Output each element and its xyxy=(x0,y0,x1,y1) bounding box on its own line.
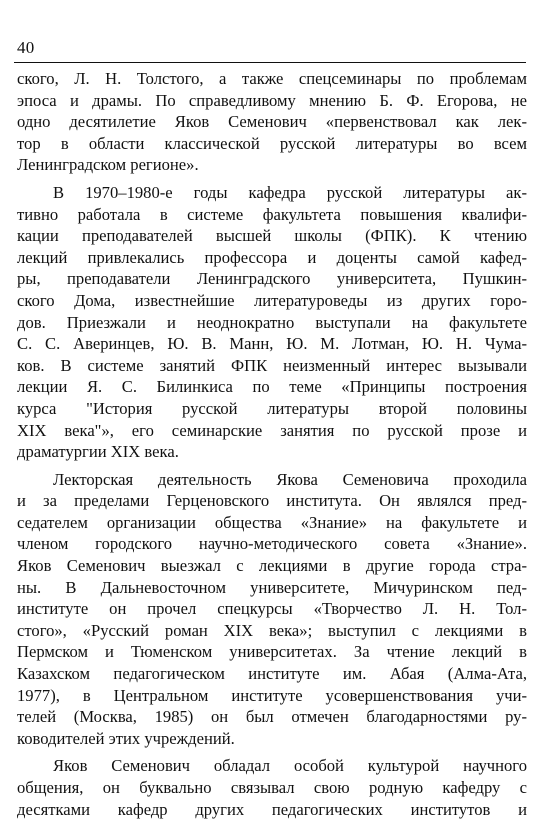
text-line: членом городского научно-методического совета «Знание». xyxy=(17,534,527,554)
paragraph xyxy=(17,182,527,463)
text-line: общения, он буквально связывал свою родную кафедру с xyxy=(17,778,527,797)
text-line: институте он прочел спецкурсы «Творчество Л. Н. Тол- xyxy=(17,599,527,619)
page-number: 40 xyxy=(17,38,35,57)
text-line: В 1970–1980-е годы кафедра русской литературы ак- xyxy=(53,182,527,202)
text-line: Яков Семенович обладал особой культурой научного xyxy=(53,756,527,776)
paragraph xyxy=(17,68,527,176)
text-line: лекций привлекались профессора и доценты самой кафед- xyxy=(17,247,527,267)
body-text xyxy=(17,68,527,820)
text-line: одно десятилетие Яков Семенович «первенствовал как лек- xyxy=(17,112,527,132)
paragraph xyxy=(17,755,527,820)
text-line: десятками кафедр других педагогических институтов и xyxy=(17,799,527,819)
text-line: ны. В Дальневосточном университете, Мичуринском пед- xyxy=(17,577,527,597)
text-line: стого», «Русский роман XIX века»; выступил с лекциями в xyxy=(17,620,527,640)
text-line: ков. В системе занятий ФПК неизменный интерес вызывали xyxy=(17,355,527,375)
text-line: и за пределами Герценовского института. Он являлся пред- xyxy=(17,491,527,511)
header-rule xyxy=(14,62,526,63)
text-line: курса "История русской литературы второй половины xyxy=(17,398,527,418)
text-line: ского, Л. Н. Толстого, а также спецсеминары по проблемам xyxy=(17,69,527,88)
text-line: эпоса и драмы. По справедливому мнению Б. Ф. Егорова, не xyxy=(17,90,527,110)
text-line: телей (Москва, 1985) он был отмечен благодарностями ру- xyxy=(17,707,527,727)
text-line: 1977), в Центральном институте усовершенствования учи- xyxy=(17,685,527,705)
text-line: XIX века"», его семинарские занятия по русской прозе и xyxy=(17,420,527,440)
text-line: Пермском и Тюменском университетах. За чтение лекций в xyxy=(17,642,527,662)
text-line: Яков Семенович выезжал с лекциями в другие города стра- xyxy=(17,556,527,576)
text-line: Казахском педагогическом институте им. Абая (Алма-Ата, xyxy=(17,664,527,684)
text-line: ры, преподаватели Ленинградского университета, Пушкин- xyxy=(17,269,527,289)
text-line: Ленинградском регионе». xyxy=(17,155,199,175)
text-line: кации преподавателей высшей школы (ФПК). К чтению xyxy=(17,226,527,246)
text-line: тивно работала в системе факультета повышения квалифи- xyxy=(17,204,527,224)
text-line: тор в области классической русской литературы во всем xyxy=(17,133,527,153)
text-line: С. С. Аверинцев, Ю. В. Манн, Ю. М. Лотман, Ю. Н. Чума- xyxy=(17,334,527,354)
text-line: драматургии XIX века. xyxy=(17,442,179,462)
text-line: ского Дома, известнейшие литературоведы из других горо- xyxy=(17,290,527,310)
text-line: дов. Приезжали и неоднократно выступали на факультете xyxy=(17,312,527,332)
text-line: лекции Я. С. Билинкиса по теме «Принципы построения xyxy=(17,377,527,397)
text-line: седателем организации общества «Знание» на факультете и xyxy=(17,512,527,532)
text-line: ководителей этих учреждений. xyxy=(17,728,235,748)
paragraph xyxy=(17,469,527,750)
text-line: Лекторская деятельность Якова Семеновича проходила xyxy=(53,469,527,489)
